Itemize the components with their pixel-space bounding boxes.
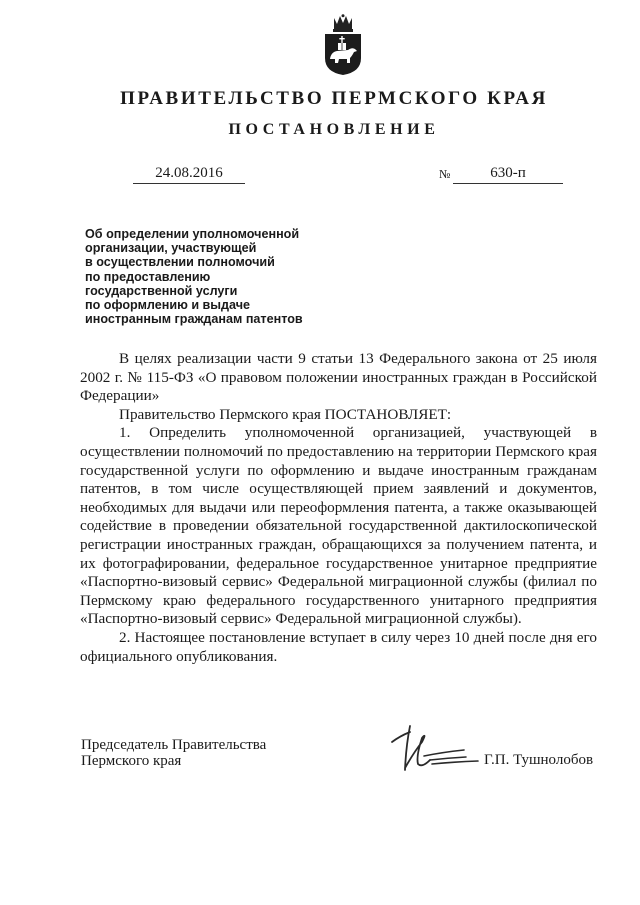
position-line: Председатель Правительства <box>81 737 267 753</box>
subject-line: иностранным гражданам патентов <box>85 312 303 327</box>
document-number: 630-п <box>453 163 563 184</box>
perm-krai-coat-of-arms-icon <box>323 14 363 76</box>
document-date: 24.08.2016 <box>133 163 245 184</box>
resolution-paragraph: Правительство Пермского края ПОСТАНОВЛЯЕТ: <box>119 405 452 423</box>
subject-line: государственной услуги <box>85 283 238 298</box>
preamble-paragraph: В целях реализации части 9 статьи 13 Федерального закона от 25 июля 2002 г. № 115-ФЗ «О правовом положении иностранных граждан в Российской Федерации» <box>80 350 597 405</box>
subject-line: в осуществлении полномочий <box>85 255 275 270</box>
subject-line: организации, участвующей <box>85 241 257 256</box>
subject-line: по оформлению и выдаче <box>85 298 251 313</box>
clause-2-paragraph: 2. Настоящее постановление вступает в силу через 10 дней после дня его официального опубликования. <box>80 628 597 665</box>
signatory-name: Г.П. Тушнолобов <box>484 752 594 768</box>
handwritten-signature <box>386 712 480 776</box>
subject-line: Об определении уполномоченной <box>85 227 300 241</box>
signatory-position <box>81 737 266 769</box>
document-body <box>80 350 597 666</box>
position-line: Пермского края <box>81 753 182 769</box>
government-title: ПРАВИТЕЛЬСТВО ПЕРМСКОГО КРАЯ <box>120 88 548 109</box>
number-sign: № <box>439 167 451 181</box>
document-type: ПОСТАНОВЛЕНИЕ <box>228 121 440 138</box>
subject-line: по предоставлению <box>85 269 211 284</box>
document-subject <box>85 227 355 326</box>
clause-1-paragraph: 1. Определить уполномоченной организацией, участвующей в осуществлении полномочий по предоставлению на территории Пермского края государственной услуги по оформлению и выдаче иностранным гражданам патентов, в том числе осуществляющей прием заявлений и документов, необходимых для выдачи или переоформления патента, а также оказывающей содействие в проведении обязательной государственной дактилоскопической регистрации иностранных граждан, обращающихся за получением патента, и их фотографировании, федеральное государственное унитарное предприятие «Паспортно-визовый сервис» Федеральной миграционной службы (филиал по Пермскому краю федерального государственного унитарного предприятия «Паспортно-визовый сервис» Федеральной миграционной службы). <box>80 424 597 628</box>
